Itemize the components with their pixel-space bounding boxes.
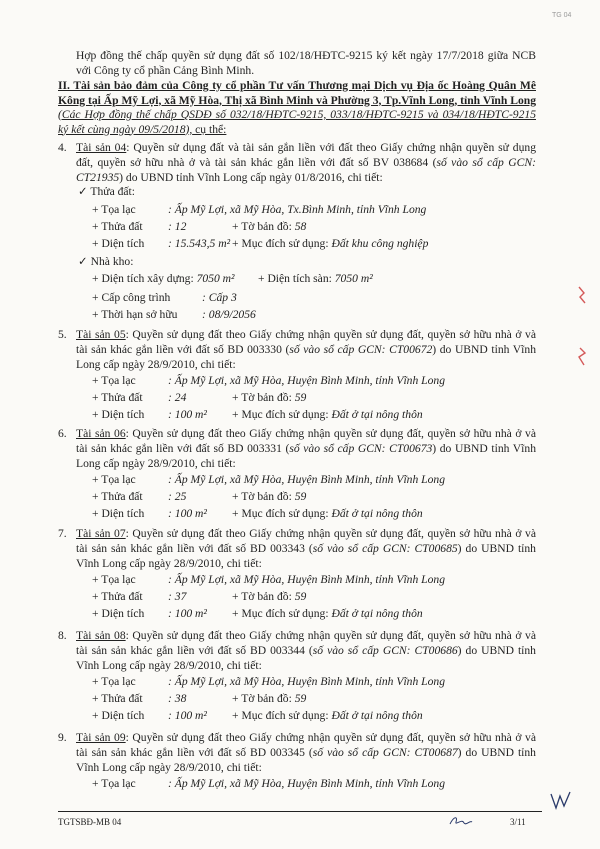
corner-code: TG 04 — [552, 12, 572, 19]
asset-name: Tài sản 04 — [76, 141, 127, 154]
location-value: : Ấp Mỹ Lợi, xã Mỹ Hòa, Huyện Bình Minh, tỉnh Vĩnh Long — [168, 777, 445, 790]
asset-number: 6. — [58, 427, 67, 440]
asset-number: 8. — [58, 629, 67, 642]
section-title: II. Tài sản bảo đảm của Công ty cổ phần Tư vấn Thương mại Dịch vụ Địa ốc Hoàng Quân Mê Kông tại Ấp Mỹ Lợi, xã Mỹ Hòa, Thị xã Bình Minh và Phường 3, Tp.Vĩnh Long, tỉnh Vĩnh Long — [58, 79, 536, 107]
asset-paragraph: Tài sản 07: Quyền sử dụng đất theo Giấy chứng nhận quyền sử dụng đất, quyền sở hữu nhà ở và tài sản sản khác gắn liền với đất số BD 003343 (số vào sổ cấp GCN: CT00685) do UBND tỉnh Vĩnh Long cấp ngày 28/9/2010, chi tiết: — [76, 527, 536, 570]
parcel-value: : 37 — [168, 590, 187, 603]
location-value: : Ấp Mỹ Lợi, xã Mỹ Hòa, Huyện Bình Minh, tỉnh Vĩnh Long — [168, 675, 445, 688]
parcel-value: : 25 — [168, 490, 187, 503]
location-value: : Ấp Mỹ Lợi, xã Mỹ Hòa, Huyện Bình Minh, tỉnh Vĩnh Long — [168, 374, 445, 387]
intro-paragraph: Hợp đồng thế chấp quyền sử dụng đất số 102/18/HĐTC-9215 ký kết ngày 17/7/2018 giữa NCB với Công ty cổ phần Cảng Bình Minh. — [76, 49, 536, 77]
asset-paragraph: Tài sản 08: Quyền sử dụng đất theo Giấy chứng nhận quyền sử dụng đất, quyền sở hữu nhà ở và tài sản sản khác gắn liền với đất số BD 003344 (số vào sổ cấp GCN: CT00686) do UBND tỉnh Vĩnh Long cấp ngày 28/9/2010, chi tiết: — [76, 629, 536, 672]
asset-paragraph: Tài sản 06: Quyền sử dụng đất theo Giấy chứng nhận quyền sử dụng đất, quyền sở hữu nhà ở và tài sản khác gắn liền với đất số BD 003331 (số vào sổ cấp GCN: CT00673) do UBND tỉnh Vĩnh Long cấp ngày 28/9/2010, chi tiết: — [76, 427, 536, 470]
area-row: + Diện tích — [92, 709, 145, 722]
term-row: + Thời hạn sở hữu — [92, 308, 178, 321]
grade-value: : Cấp 3 — [202, 291, 237, 304]
parcel-row: + Thửa đất — [92, 692, 143, 705]
map-sheet-row: + Tờ bản đồ: 59 — [232, 490, 307, 503]
checkmark-icon: ✓ — [78, 255, 91, 268]
purpose-row: + Mục đích sử dụng: Đất ở tại nông thôn — [232, 709, 423, 722]
area-row: + Diện tích — [92, 607, 145, 620]
purpose-row: + Mục đích sử dụng: Đất khu công nghiệp — [232, 237, 429, 250]
location-row: + Tọa lạc — [92, 675, 136, 688]
asset-number: 9. — [58, 731, 67, 744]
footer-divider — [58, 811, 542, 812]
stamp-mark-icon — [575, 346, 589, 368]
parcel-value: : 24 — [168, 391, 187, 404]
footer-code: TGTSBĐ-MB 04 — [58, 817, 122, 827]
checkmark-icon: ✓ — [78, 185, 91, 198]
asset-number: 4. — [58, 141, 67, 154]
area-value: : 15.543,5 m² — [168, 237, 231, 250]
location-row: + Tọa lạc — [92, 473, 136, 486]
floor-area-row: + Diện tích sàn: 7050 m² — [258, 272, 373, 285]
map-sheet-row: + Tờ bản đồ: 59 — [232, 692, 307, 705]
location-row: + Tọa lạc — [92, 374, 136, 387]
warehouse-heading: ✓ Nhà kho: — [78, 255, 134, 268]
page-number: 3/11 — [510, 817, 526, 827]
parcel-row: + Thửa đất — [92, 490, 143, 503]
area-row: + Diện tích — [92, 408, 145, 421]
asset-number: 7. — [58, 527, 67, 540]
signature-mark-initials — [448, 814, 474, 828]
map-sheet-row: + Tờ bản đồ: 58 — [232, 220, 307, 233]
term-value: : 08/9/2056 — [202, 308, 256, 321]
area-value: : 100 m² — [168, 607, 207, 620]
section-heading — [58, 79, 536, 137]
parcel-row: + Thửa đất — [92, 590, 143, 603]
section-note: (Các Hợp đồng thế chấp QSDĐ số 032/18/HĐTC-9215, 033/18/HĐTC-9215 và 034/18/HĐTC-9215 ký kết cùng ngày 09/5/2018), — [58, 108, 536, 136]
location-value: : Ấp Mỹ Lợi, xã Mỹ Hòa, Tx.Bình Minh, tỉnh Vĩnh Long — [168, 203, 427, 216]
map-sheet-row: + Tờ bản đồ: 59 — [232, 590, 307, 603]
area-row: + Diện tích — [92, 507, 145, 520]
stamp-mark-icon — [575, 285, 589, 307]
location-value: : Ấp Mỹ Lợi, xã Mỹ Hòa, Huyện Bình Minh, tỉnh Vĩnh Long — [168, 573, 445, 586]
asset-paragraph: Tài sản 05: Quyền sử dụng đất theo Giấy chứng nhận quyền sử dụng đất, quyền sở hữu nhà ở và tài sản khác gắn liền với đất số BD 003330 (số vào sổ cấp GCN: CT00672) do UBND tỉnh Vĩnh Long cấp ngày 28/9/2010, chi tiết: — [76, 328, 536, 371]
grade-row: + Cấp công trình — [92, 291, 171, 304]
purpose-row: + Mục đích sử dụng: Đất ở tại nông thôn — [232, 607, 423, 620]
parcel-value: : 12 — [168, 220, 187, 233]
location-value: : Ấp Mỹ Lợi, xã Mỹ Hòa, Huyện Bình Minh, tỉnh Vĩnh Long — [168, 473, 445, 486]
map-sheet-row: + Tờ bản đồ: 59 — [232, 391, 307, 404]
purpose-row: + Mục đích sử dụng: Đất ở tại nông thôn — [232, 408, 423, 421]
asset-register-number: số vào sổ cấp GCN: CT21935 — [76, 156, 536, 184]
asset-paragraph: Tài sản 09: Quyền sử dụng đất theo Giấy chứng nhận quyền sử dụng đất, quyền sở hữu nhà ở và tài sản sản khác gắn liền với đất số BD 003345 (số vào sổ cấp GCN: CT00687) do UBND tỉnh Vĩnh Long cấp ngày 28/9/2010, chi tiết: — [76, 731, 536, 774]
build-area-row: + Diện tích xây dựng: 7050 m² — [92, 272, 235, 285]
location-row: + Tọa lạc — [92, 573, 136, 586]
area-value: : 100 m² — [168, 408, 207, 421]
land-heading: ✓ Thửa đất: — [78, 185, 135, 198]
section-note-tail: cụ thể: — [192, 122, 227, 136]
area-value: : 100 m² — [168, 507, 207, 520]
asset-text: : Quyền sử dụng đất và tài sản gắn liền với đất theo Giấy chứng nhận quyền sử dụng đất, quyền sở hữu nhà ở và tài sản khác gắn liền với đất số BV 038684 ( — [76, 141, 536, 169]
area-value: : 100 m² — [168, 709, 207, 722]
parcel-row: + Thửa đất — [92, 391, 143, 404]
purpose-row: + Mục đích sử dụng: Đất ở tại nông thôn — [232, 507, 423, 520]
asset-paragraph — [76, 140, 536, 185]
area-row: + Diện tích — [92, 237, 145, 250]
asset-number: 5. — [58, 328, 67, 341]
location-row: + Tọa lạc — [92, 777, 136, 790]
parcel-value: : 38 — [168, 692, 187, 705]
parcel-row: + Thửa đất — [92, 220, 143, 233]
location-row: + Tọa lạc — [92, 203, 136, 216]
signature-mark-right — [548, 790, 574, 812]
asset-text-tail: ) do UBND tỉnh Vĩnh Long cấp ngày 01/8/2016, chi tiết: — [119, 171, 383, 184]
